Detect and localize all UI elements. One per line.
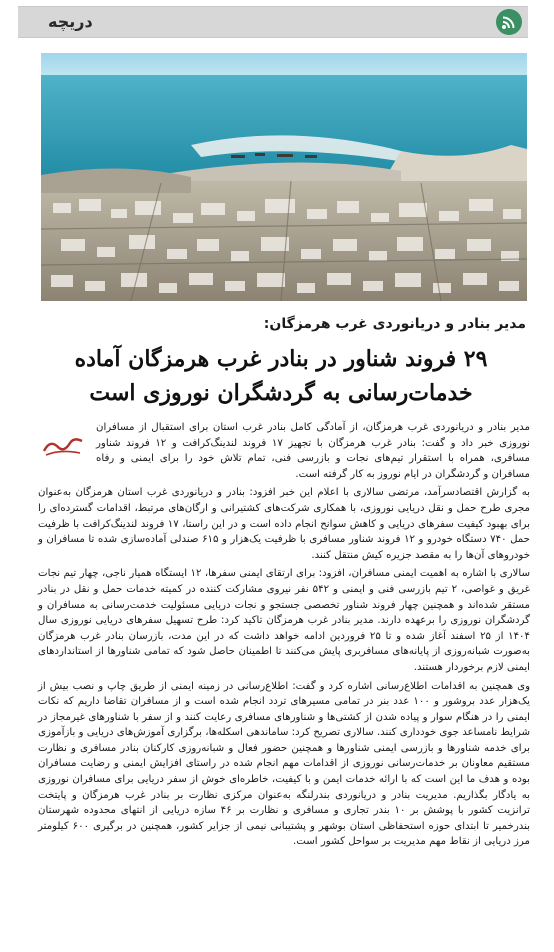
headline-line-1: ۲۹ فروند شناور در بنادر غرب هرمزگان آماده — [74, 346, 488, 372]
section-label: دریچه — [48, 12, 93, 31]
wifi-icon — [496, 9, 522, 35]
article-paragraph: سالاری با اشاره به اهمیت ایمنی مسافران، افزود: برای ارتقای ایمنی سفرها، ۱۲ ایستگاه همیار ناجی، چهار تیم نجات غریق و غواصی، ۲ تیم بازرسی فنی و ایمنی و ۵۴۲ نفر نیروی مشارکت کننده در کمیته خدمات حمل و نقل در بنادر مستقر شده‌اند و همچنین چهار فروند شناور تخصصی جستجو و نجات دریایی مسئولیت خدمت‌رسانی به مسافران و گردشگران نوروزی را برعهده دارند. مدیر بنادر غرب هرمزگان تاکید کرد: طرح تسهیل سفرهای دریایی نوروزی سال ۱۴۰۴ از ۲۵ اسفند آغاز شده و تا ۲۵ فروردین ادامه خواهد داشت که در این مدت، بازرسان بنادر غرب هرمزگان به‌صورت شبانه‌روزی از پایانه‌های مسافربری پایش می‌کنند تا اطمینان حاصل شود که تمامی شناورها از استانداردهای ایمنی لازم برخوردار هستند. — [38, 568, 531, 673]
article-paragraph: به گزارش اقتصادسرآمد، مرتضی سالاری با اعلام این خبر افزود: بنادر و دریانوردی غرب استان هرمزگان به‌عنوان مجری طرح حمل و نقل دریایی نوروزی، با همکاری شرکت‌های کشتیرانی و ارگان‌های مرتبط، اقدامات گسترده‌ای را برای بهبود کیفیت سفرهای دریایی و کاهش سوانح انجام داده است و در این راستا، ۱۷ فروند لندینگ‌کرافت با ظرفیت حمل ۷۴۰ دستگاه خودرو و ۱۲ فروند شناور مسافری با ظرفیت یک‌هزار و ۶۱۵ صندلی آماده‌سازی شده تا مسافران و خودروهای آن‌ها را به مقصد جزیره کیش منتقل کنند. — [38, 487, 530, 561]
article-paragraph: وی همچنین به اقدامات اطلاع‌رسانی اشاره کرد و گفت: اطلاع‌رسانی در زمینه ایمنی از طریق چاپ و نصب بیش از یک‌هزار عدد بروشور و ۱۰۰ عدد بنر در تمامی مسیرهای تردد انجام شده است و از مسافران تقاضا داریم که نکات ایمنی را در هنگام سوار و پیاده شدن از کشتی‌ها و شناورهای مسافری رعایت کنند و از سفر با شناورهای غیرمجاز در شرایط نامساعد جوی خودداری کنند. سالاری تصریح کرد: ساماندهی اسکله‌ها، برگزاری آموزش‌های دریایی و بازآموزی برای خدمه شناورها و بازرسی ایمنی شناورها و همچنین حضور فعال و شبانه‌روزی کارکنان بنادر مسافری و نظارت مستقیم معاونان بر خدمات‌رسانی نوروزی از اقدامات مهم انجام شده در راستای افزایش ایمنی و رضایت مسافران بوده و هدف ما این است که با ارائه خدمات ایمن و با کیفیت، خاطره‌ای خوش از سفر دریایی برای مسافران نوروزی به یادگار بگذاریم. مدیریت بنادر و دریانوردی بندرلنگه به‌عنوان مرکزی نظارت بر بنادر غرب هرمزگان و پایتخت ترانزیت کشور با پوشش بر ۱۰ بندر تجاری و مسافری و نظارت بر ۴۶ سازه دریایی از انتهای محدوده شهرستان بندرخمیر تا ابتدای حوزه استحفاظی استان بوشهر و پشتیبانی نیمی از جزایر کشور، همچنین در برگیری ۶۰۰ کیلومتر مرز دریایی از نقاط مهم مدیریت بر سواحل کشور است. — [38, 680, 530, 848]
aerial-port-photo — [41, 53, 527, 301]
headline-line-2: خدمات‌رسانی به گردشگران نوروزی است — [89, 380, 473, 406]
article-paragraph: مدیر بنادر و دریانوردی غرب هرمزگان، از آمادگی کامل بنادر غرب استان برای استقبال از مسافران نوروزی خبر داد و گفت: بنادر غرب هرمزگان با تجهیز ۱۷ فروند لندینگ‌کرافت و ۱۲ فروند شناور مسافری، همراه با استقرار تیم‌های نجات و بازرسی فنی، تمام تلاش خود را برای ایمنی و رفاه مسافران و گردشگران در ایام نوروز به کار گرفته است. — [96, 422, 530, 480]
article-headline — [36, 342, 526, 410]
section-header-bar — [18, 6, 528, 38]
article-body — [38, 420, 530, 853]
article-subheading: مدیر بنادر و دریانوردی غرب هرمزگان: — [263, 316, 526, 332]
